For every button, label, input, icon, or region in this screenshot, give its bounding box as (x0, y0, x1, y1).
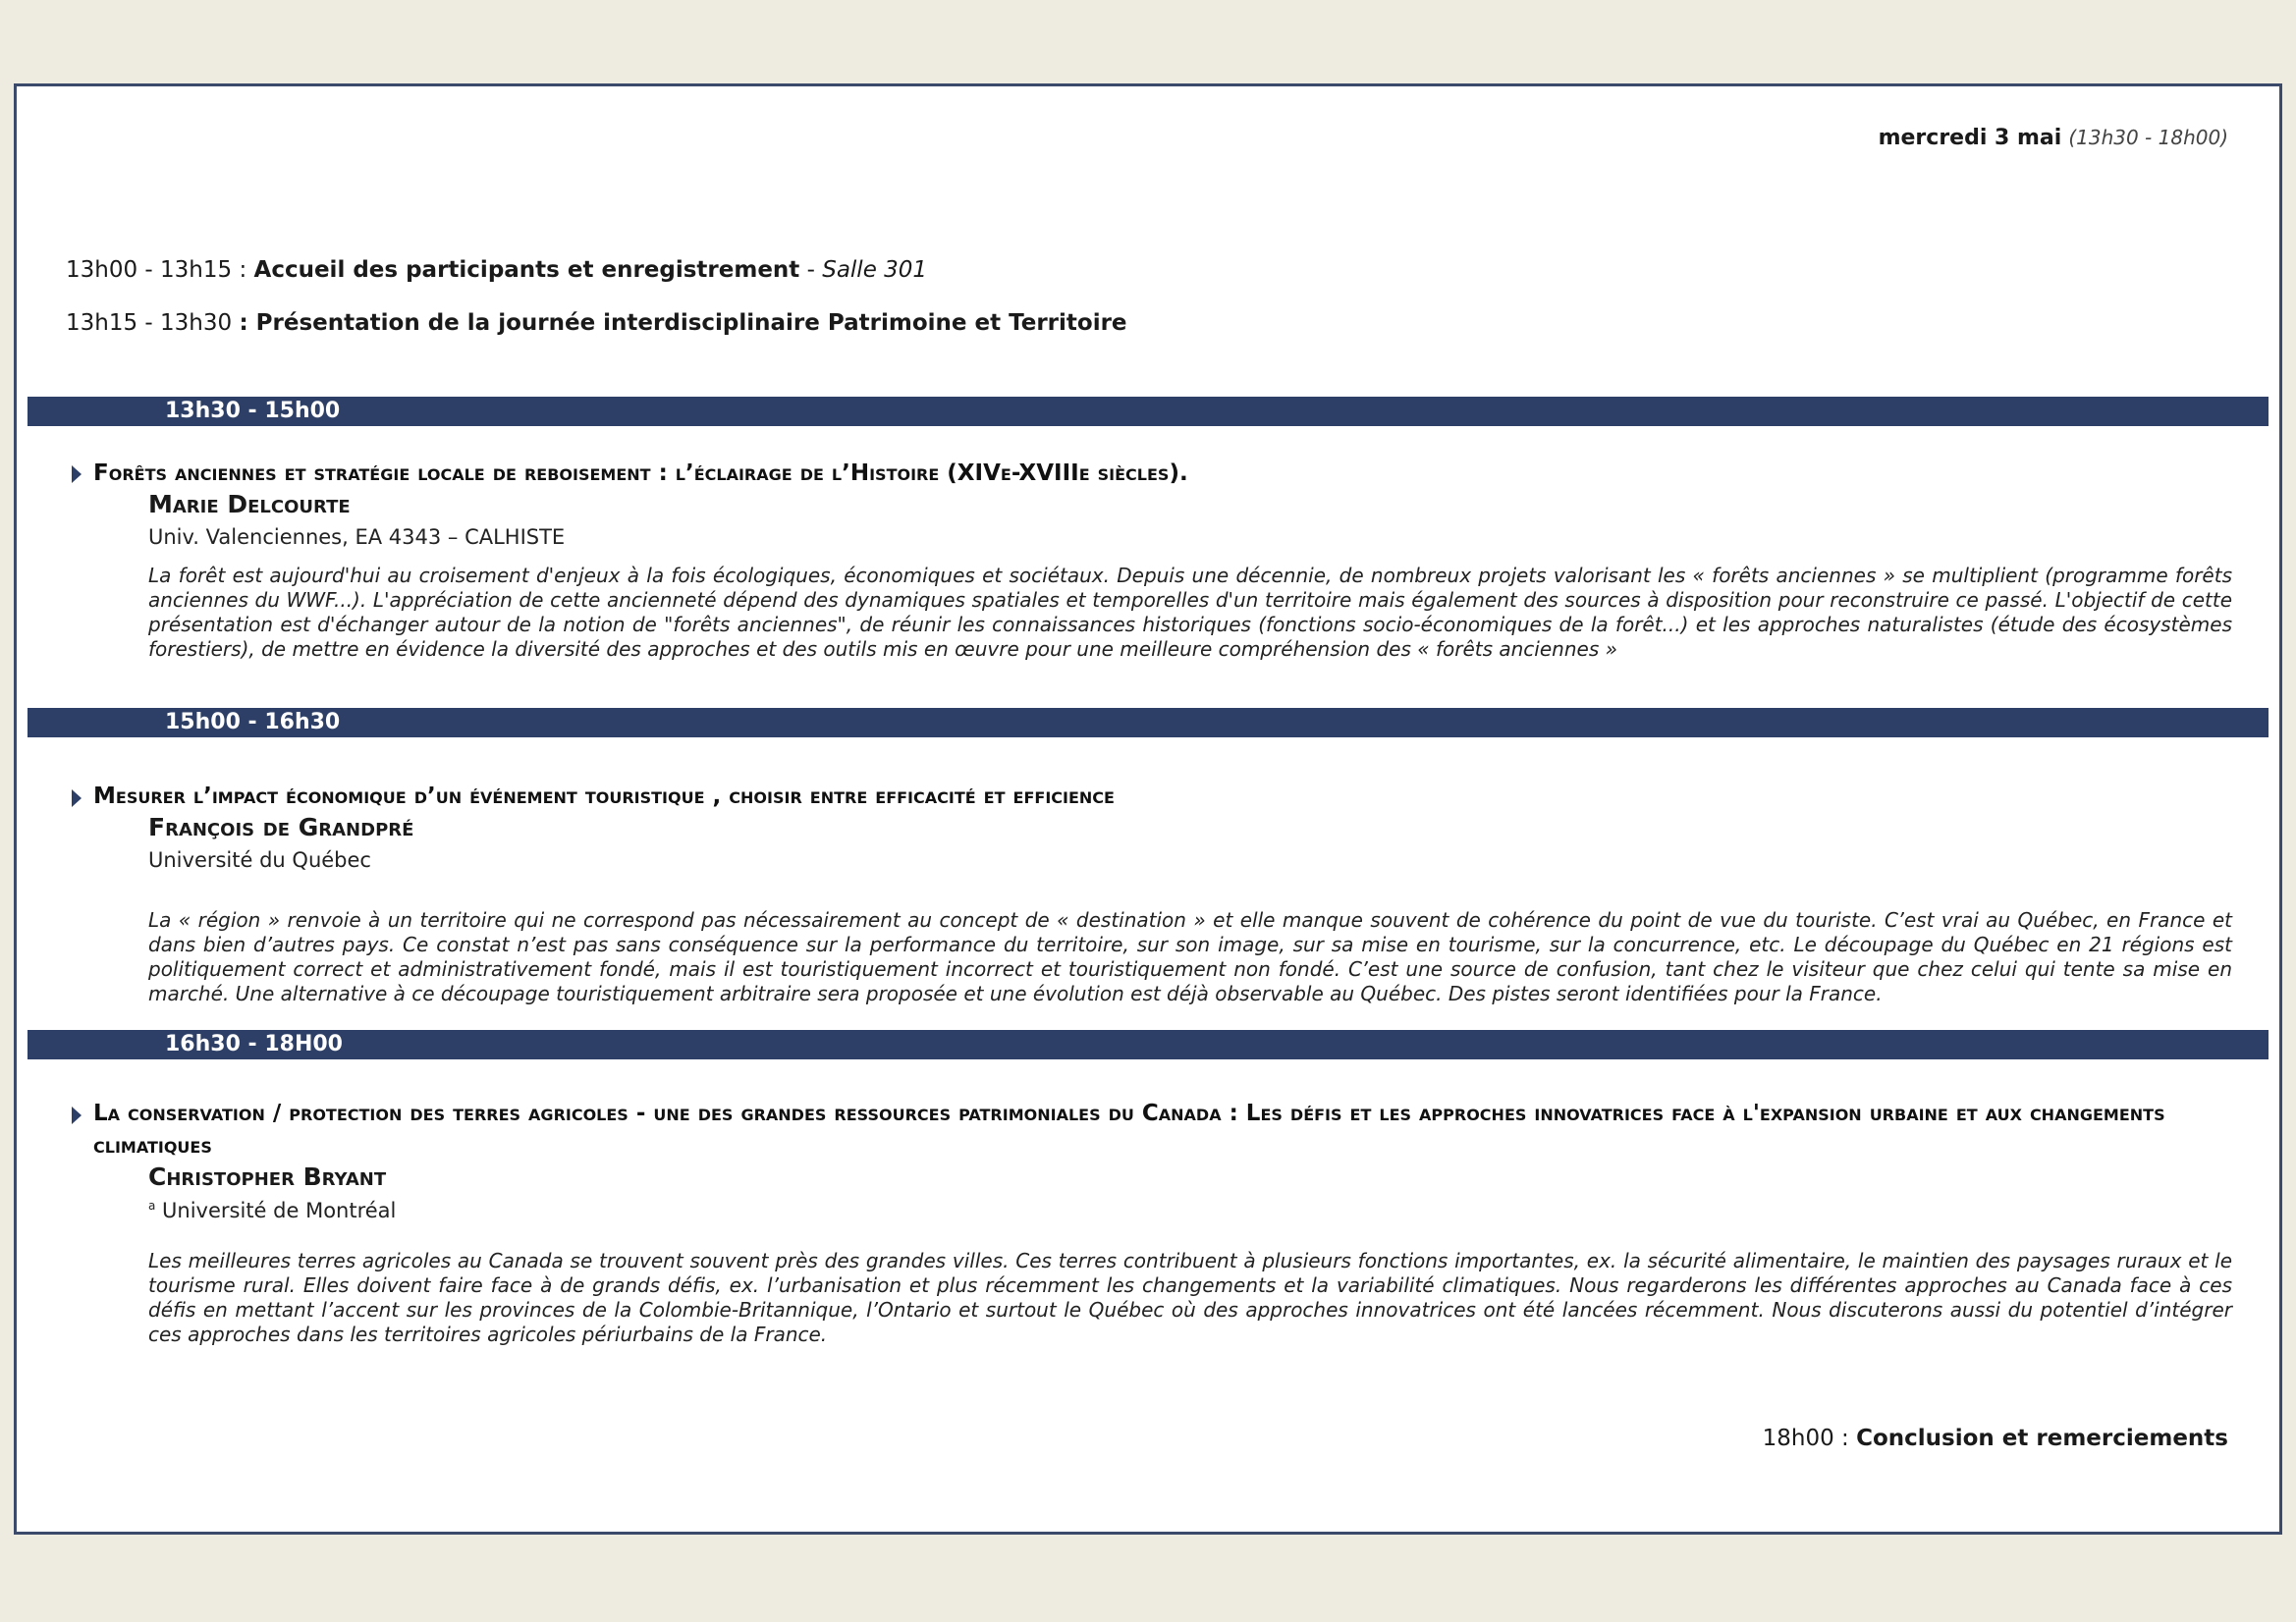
intro-presentation (66, 310, 1127, 336)
intro-welcome-time: 13h00 - 13h15 : (66, 257, 247, 283)
session-3-slot: 16h30 - 18H00 (165, 1032, 343, 1056)
session-3-affiliation: Université de Montréal (162, 1199, 397, 1222)
day-hours: (13h30 - 18h00) (2068, 126, 2228, 149)
session-3-abstract: Les meilleures terres agricoles au Canada se trouvent souvent près des grandes villes. Ces terres contribuent à plusieurs fonctions importantes, ex. la sécurité alimentaire, le maintien des paysages ruraux et le tourisme rural. Elles doivent faire face à de grands défis, ex. l’urbanisation et plus récemment les changements et la variabilité climatiques. Nous regarderons les différentes approches au Canada face à ces défis en mettant l’accent sur les provinces de la Colombie-Britannique, l’Ontario et surtout le Québec où des approches innovatrices ont été lancées récemment. Nous discuterons aussi du potentiel d’intégrer ces approches dans les territoires agricoles périurbains de la France. (148, 1249, 2232, 1346)
program-page (14, 83, 2282, 1535)
session-3-band (27, 1030, 2269, 1059)
intro-presentation-time: 13h15 - 13h30 (66, 310, 233, 336)
session-2-title: Mesurer l’impact économique d’un événement touristique , choisir entre efficacité et efficience (93, 784, 1115, 809)
intro-welcome-sep: - (799, 257, 823, 283)
session-3-title: La conservation / protection des terres agricoles - une des grandes ressources patrimoniales du Canada : Les défis et les approches innovatrices face à l'expansion urbaine et aux changements climatiques (93, 1101, 2165, 1159)
session-2-affiliation: Université du Québec (148, 848, 371, 872)
session-1-author: Marie Delcourte (148, 490, 351, 518)
intro-welcome-label: Accueil des participants et enregistrement (253, 257, 800, 283)
session-2-author: François de Grandpré (148, 813, 414, 841)
session-1-title: Forêts anciennes et stratégie locale de reboisement : l’éclairage de l’Histoire (XIVe-XVIIIe siècles). (93, 460, 1188, 486)
closing-time: 18h00 : (1762, 1426, 1849, 1451)
bullet-triangle-icon (72, 465, 82, 483)
bullet-triangle-icon (72, 1107, 82, 1124)
session-1-slot: 13h30 - 15h00 (165, 399, 341, 423)
session-1-affiliation: Univ. Valenciennes, EA 4343 – CALHISTE (148, 525, 566, 549)
session-3-author: Christopher Bryant (148, 1162, 387, 1191)
day-label: mercredi 3 mai (1878, 126, 2062, 150)
session-2-band (27, 708, 2269, 737)
affiliation-marker: a (148, 1199, 156, 1213)
closing-line (1763, 1426, 2228, 1451)
session-2-slot: 15h00 - 16h30 (165, 710, 341, 734)
session-3-affiliation-line (148, 1199, 396, 1222)
bullet-triangle-icon (72, 789, 82, 807)
session-1-abstract: La forêt est aujourd'hui au croisement d'enjeux à la fois écologiques, économiques et sociétaux. Depuis une décennie, de nombreux projets valorisant les « forêts anciennes » se multiplient (programme forêts anciennes du WWF...). L'appréciation de cette ancienneté dépend des dynamiques spatiales et temporelles d'un territoire mais également des sources à disposition pour reconstruire ce passé. L'objectif de cette présentation est d'échanger autour de la notion de "forêts anciennes", de réunir les connaissances historiques (fonctions socio-économiques de la forêt...) et les approches naturalistes (étude des écosystèmes forestiers), de mettre en évidence la diversité des approches et des outils mis en œuvre pour une meilleure compréhension des « forêts anciennes » (148, 564, 2232, 661)
session-2-abstract: La « région » renvoie à un territoire qui ne correspond pas nécessairement au concept de « destination » et elle manque souvent de cohérence du point de vue du touriste. C’est vrai au Québec, en France et dans bien d’autres pays. Ce constat n’est pas sans conséquence sur la performance du territoire, sur son image, sur sa mise en tourisme, sur la concurrence, etc. Le découpage du Québec en 21 régions est politiquement correct et administrativement fondé, mais il est touristiquement incorrect et touristiquement non fondé. C’est une source de confusion, tant chez le visiteur que chez celui qui tente sa mise en marché. Une alternative à ce découpage touristiquement arbitraire sera proposée et une évolution est déjà observable au Québec. Des pistes seront identifiées pour la France. (148, 908, 2232, 1005)
intro-welcome (66, 257, 927, 283)
session-1-band (27, 397, 2269, 426)
intro-welcome-room: Salle 301 (822, 257, 928, 283)
intro-presentation-label: : Présentation de la journée interdisciplinaire Patrimoine et Territoire (239, 310, 1127, 336)
closing-label: Conclusion et remerciements (1856, 1426, 2228, 1451)
day-header (1879, 126, 2228, 150)
